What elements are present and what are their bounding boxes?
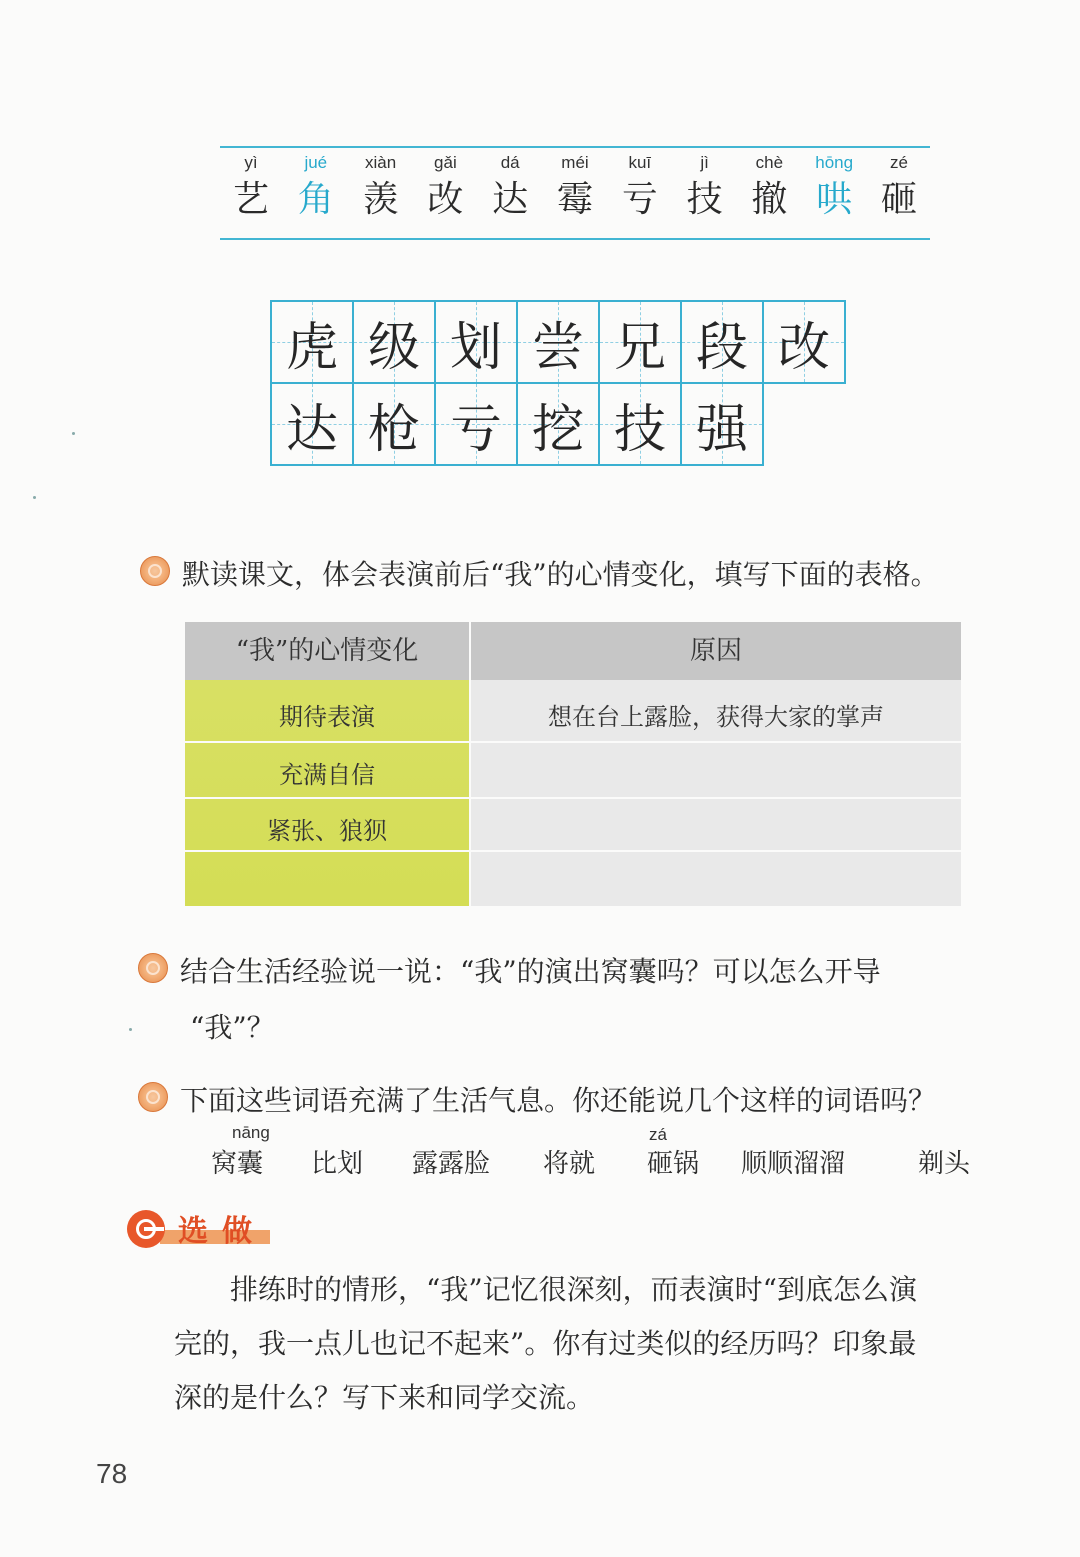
task-marker-icon	[138, 953, 168, 983]
grid-cell	[434, 300, 518, 384]
task-marker-icon	[138, 1082, 168, 1112]
pinyin-cell	[805, 152, 863, 236]
scan-speck	[33, 496, 36, 499]
task2-line1: 结合生活经验说一说：“我”的演出窝囊吗？可以怎么开导	[180, 955, 881, 988]
task3-text: 下面这些词语充满了生活气息。你还能说几个这样的词语吗？	[180, 1084, 937, 1117]
mood-cell: 充满自信	[279, 761, 375, 789]
mood-cell: 紧张、狼狈	[267, 817, 387, 845]
grid-character: 亏	[449, 399, 502, 460]
word: 砸锅	[647, 1149, 700, 1179]
paragraph-line	[174, 1263, 1004, 1317]
character: 角	[297, 179, 334, 220]
grid-cell	[762, 300, 846, 384]
pinyin: dá	[500, 153, 520, 172]
grid-character: 划	[449, 317, 502, 378]
word: 将就	[543, 1149, 596, 1179]
grid-cell	[680, 300, 764, 384]
pinyin: kuī	[628, 153, 652, 172]
writing-grid	[270, 300, 844, 464]
reason-cell: 想在台上露脸，获得大家的掌声	[548, 703, 884, 731]
pinyin-cell	[481, 152, 539, 236]
pinyin-character-strip	[220, 146, 930, 242]
grid-cell	[270, 300, 354, 384]
optional-title: 选做	[178, 1214, 266, 1249]
optional-paragraph	[174, 1263, 1004, 1425]
word: 露露脸	[412, 1149, 491, 1179]
grid-character: 兄	[613, 317, 666, 378]
grid-cell	[434, 382, 518, 466]
pinyin: chè	[755, 153, 784, 172]
grid-cell	[598, 382, 682, 466]
grid-cell	[270, 382, 354, 466]
pinyin: hōng	[815, 153, 854, 172]
character: 砸	[880, 179, 917, 220]
mood-table	[185, 622, 961, 906]
grid-cell	[598, 300, 682, 384]
character: 达	[492, 179, 529, 220]
grid-row	[270, 382, 844, 464]
table-header-left	[185, 622, 469, 680]
mood-cell: 期待表演	[279, 703, 375, 731]
grid-cell	[516, 300, 600, 384]
grid-character: 虎	[285, 317, 338, 378]
character: 艺	[232, 179, 269, 220]
table-header-right	[471, 622, 961, 680]
pinyin-cell	[740, 152, 798, 236]
grid-cell	[680, 382, 764, 466]
pinyin-cell	[676, 152, 734, 236]
scan-speck	[129, 1028, 132, 1031]
pinyin: yì	[244, 153, 258, 172]
character: 撤	[751, 179, 788, 220]
grid-row	[270, 300, 844, 382]
pinyin: méi	[561, 153, 589, 172]
grid-character: 强	[695, 399, 748, 460]
pinyin-cell	[870, 152, 928, 236]
character: 改	[427, 179, 464, 220]
pinyin: xiàn	[365, 153, 397, 172]
task-marker-icon	[140, 556, 170, 586]
word: 窝囊	[211, 1149, 264, 1179]
character: 技	[686, 179, 723, 220]
word-pinyin: nāng	[232, 1123, 270, 1142]
grid-character: 技	[613, 399, 666, 460]
pinyin-cell	[287, 152, 345, 236]
word: 顺顺溜溜	[741, 1149, 846, 1179]
grid-cell	[516, 382, 600, 466]
row-divider	[185, 741, 961, 743]
grid-character: 枪	[367, 399, 420, 460]
pinyin-cell	[546, 152, 604, 236]
grid-cell	[352, 382, 436, 466]
pinyin-cell	[416, 152, 474, 236]
grid-character: 改	[777, 317, 830, 378]
row-divider	[185, 850, 961, 852]
paragraph-line: 完的，我一点儿也记不起来”。你有过类似的经历吗？印象最	[174, 1327, 917, 1360]
pinyin: jué	[304, 153, 328, 172]
task2-line2: “我”？	[190, 1011, 275, 1044]
word: 比划	[311, 1149, 364, 1179]
grid-character: 达	[285, 399, 338, 460]
pinyin: gǎi	[434, 153, 457, 172]
scan-speck	[72, 432, 75, 435]
paragraph-line: 深的是什么？写下来和同学交流。	[174, 1381, 595, 1414]
row-divider	[185, 797, 961, 799]
header-right-label: 原因	[689, 636, 742, 666]
word-pinyin: zá	[649, 1125, 667, 1144]
pinyin-cell	[611, 152, 669, 236]
bottom-rule	[220, 238, 930, 240]
character: 羡	[362, 179, 399, 220]
character: 霉	[556, 179, 593, 220]
pinyin-cell	[222, 152, 280, 236]
header-left-label: “我”的心情变化	[235, 636, 419, 666]
character: 哄	[816, 179, 853, 220]
page-number: 78	[96, 1458, 128, 1489]
grid-character: 挖	[531, 399, 584, 460]
word: 剃头	[918, 1149, 971, 1179]
optional-icon	[127, 1210, 165, 1248]
task1-text: 默读课文，体会表演前后“我”的心情变化，填写下面的表格。	[182, 558, 939, 591]
grid-character: 级	[367, 317, 420, 378]
pinyin-cell	[352, 152, 410, 236]
pinyin: jì	[700, 153, 709, 172]
grid-character: 尝	[531, 317, 584, 378]
character: 亏	[621, 179, 658, 220]
grid-cell	[352, 300, 436, 384]
pinyin: zé	[889, 153, 908, 172]
top-rule	[220, 146, 930, 148]
paragraph-line-text: 排练时的情形，“我”记忆很深刻，而表演时“到底怎么演	[230, 1273, 917, 1306]
grid-character: 段	[695, 317, 748, 378]
